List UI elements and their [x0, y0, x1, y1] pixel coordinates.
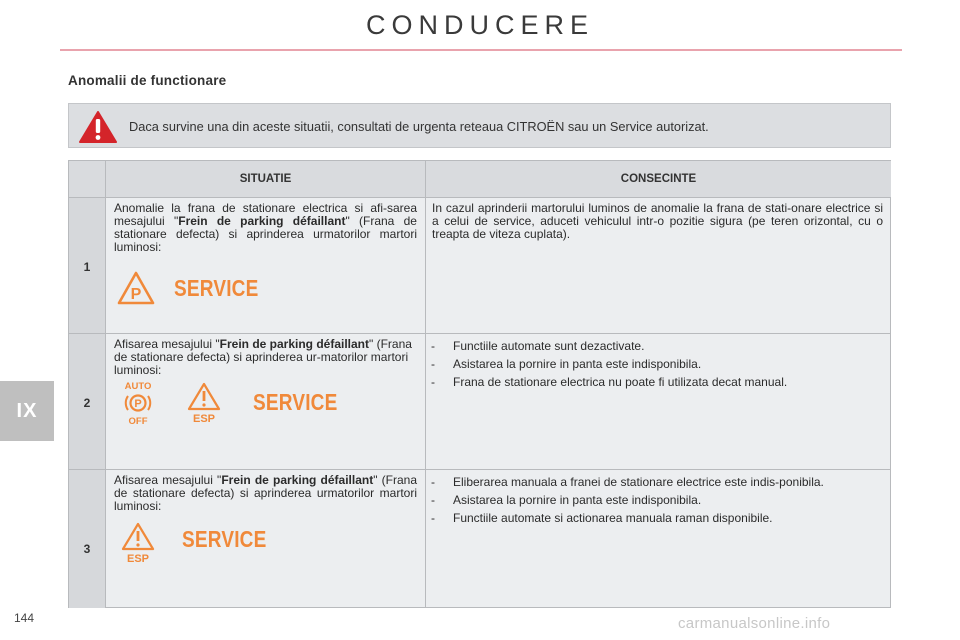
section-heading: Anomalii de functionare	[68, 73, 227, 88]
parking-brake-fault-icon	[116, 270, 156, 306]
chapter-tab	[0, 381, 54, 441]
consequence-text: In cazul aprinderii martorului luminos de anomalie la frana de stati-onare electrice si a celui de service, aduceti vehiculul intr-o pozitie sigura (pe teren orizontal, cu o treapta de viteza cuplata).	[432, 201, 883, 241]
service-warning-icon: SERVICE	[174, 277, 259, 303]
row-2-consequence-cell	[426, 334, 891, 470]
warning-box	[68, 103, 891, 148]
esp-warning-icon	[121, 522, 155, 564]
list-item: - Functiile automate sunt dezactivate.	[431, 339, 645, 353]
message-name: Frein de parking défaillant	[178, 214, 346, 228]
situation-description: Afisarea mesajului "Frein de parking défaillant" (Frana de stationare defecta) si aprinderea ur-matorilor martori luminosi:	[114, 337, 412, 377]
svg-text:P: P	[134, 398, 142, 410]
service-warning-icon: SERVICE	[182, 528, 267, 554]
list-item: - Functiile automate si actionarea manuala raman disponibile.	[431, 511, 773, 525]
page-number: 144	[14, 611, 35, 625]
header-number-cell	[69, 161, 106, 198]
auto-parking-off-icon	[116, 380, 160, 426]
svg-text:ESP: ESP	[192, 413, 216, 424]
service-warning-icon: SERVICE	[253, 391, 338, 417]
row-1-consequence-cell	[426, 198, 891, 334]
header-situation-cell	[106, 161, 426, 198]
row-3-number-cell	[69, 470, 106, 608]
page-title: CONDUCERE	[365, 10, 594, 40]
list-item: - Frana de stationare electrica nu poate fi utilizata decat manual.	[431, 375, 788, 389]
row-3-situation-cell	[106, 470, 426, 608]
list-item: - Asistarea la pornire in panta este indisponibila.	[431, 357, 702, 371]
message-name: Frein de parking défaillant	[219, 337, 370, 351]
svg-text:OFF: OFF	[128, 416, 148, 426]
row-number: 1	[83, 260, 91, 274]
svg-text:ESP: ESP	[126, 553, 150, 564]
row-1-situation-cell	[106, 198, 426, 334]
title-divider	[60, 49, 902, 51]
situation-description: Afisarea mesajului "Frein de parking défaillant" (Frana de stationare defecta) si aprinderea urmatorilor martori luminosi:	[114, 473, 417, 513]
row-2-number-cell	[69, 334, 106, 470]
list-item: - Eliberarea manuala a franei de stationare electrice este indis-ponibila.	[431, 475, 824, 489]
esp-warning-icon	[187, 382, 221, 424]
list-item: - Asistarea la pornire in panta este indisponibila.	[431, 493, 702, 507]
row-3-consequence-cell	[426, 470, 891, 608]
svg-text:AUTO: AUTO	[124, 381, 152, 392]
chapter-tab-label: IX	[16, 399, 38, 422]
header-consequence-cell	[426, 161, 891, 198]
consequence-list	[431, 340, 883, 394]
header-situation: SITUATIE	[239, 173, 292, 185]
watermark: carmanualsonline.info	[678, 615, 831, 632]
message-name: Frein de parking défaillant	[221, 473, 374, 487]
warning-triangle-icon	[78, 110, 118, 144]
situation-description: Anomalie la frana de stationare electrica si afi-sarea mesajului "Frein de parking défaillant" (Frana de stationare defecta) si aprinderea urmatorilor martori luminosi:	[114, 201, 417, 254]
row-2-situation-cell	[106, 334, 426, 470]
header-consequence: CONSECINTE	[620, 173, 697, 185]
warning-text: Daca survine una din aceste situatii, consultati de urgenta reteaua CITROËN sau un Service autorizat.	[129, 119, 709, 134]
anomalies-table	[68, 160, 891, 608]
row-1-number-cell	[69, 198, 106, 334]
svg-text:P: P	[130, 286, 142, 303]
row-number: 2	[83, 396, 91, 410]
consequence-list	[431, 476, 883, 530]
row-number: 3	[83, 542, 91, 556]
